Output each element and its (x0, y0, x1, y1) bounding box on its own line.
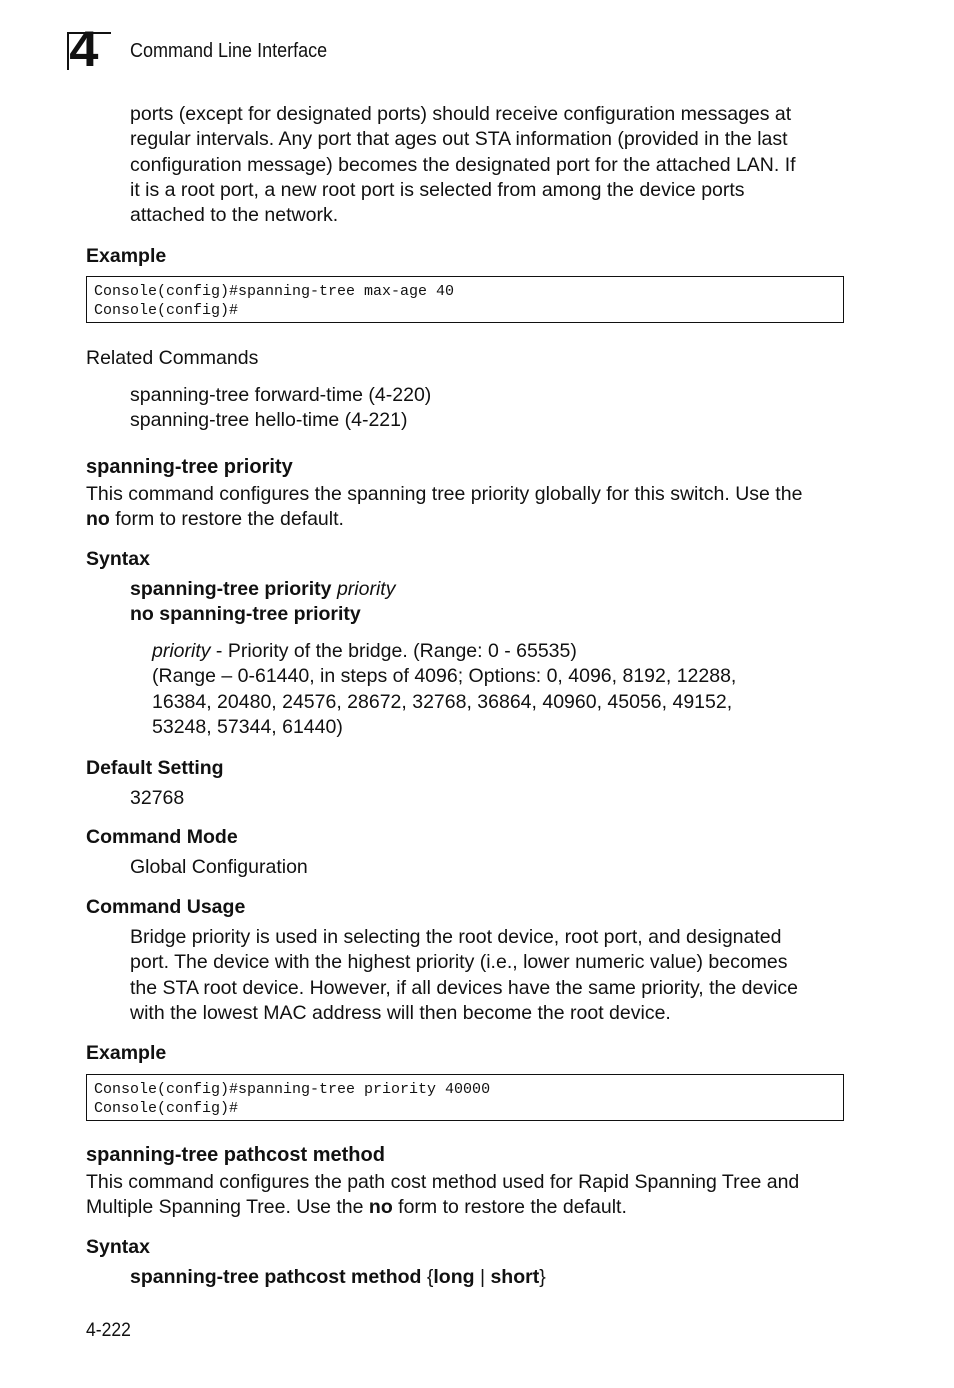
chapter-number: 4 (69, 21, 99, 77)
pathcost-description (86, 1170, 799, 1221)
code-example-priority (86, 1074, 844, 1121)
description-line (86, 1195, 799, 1220)
parameter-line: 53248, 57344, 61440) (152, 715, 343, 738)
intro-line: regular intervals. Any port that ages out STA information (provided in the last (130, 128, 788, 151)
syntax-line (130, 577, 395, 602)
code-example-max-age (86, 276, 844, 323)
parameter-line: 16384, 20480, 24576, 28672, 32768, 36864, 40960, 45056, 49152, (152, 690, 733, 713)
syntax-no-command: no spanning-tree priority (130, 603, 361, 626)
usage-line: Bridge priority is used in selecting the root device, root port, and designated (130, 926, 782, 948)
command-mode-heading: Command Mode (86, 826, 238, 848)
usage-line: with the lowest MAC address will then become the root device. (130, 1001, 671, 1024)
intro-line: configuration message) becomes the designated port for the attached LAN. If (130, 153, 796, 176)
usage-line: the STA root device. However, if all devices have the same priority, the device (130, 976, 799, 999)
description-line: This command configures the spanning tree priority globally for this switch. Use the (86, 483, 803, 505)
page-number: 4-222 (86, 1319, 131, 1341)
syntax-command: spanning-tree priority (130, 578, 337, 600)
usage-line: port. The device with the highest priority (i.e., lower numeric value) becomes (130, 951, 788, 974)
description-line: This command configures the path cost method used for Rapid Spanning Tree and (86, 1171, 800, 1193)
example-heading: Example (86, 1042, 167, 1064)
default-setting-heading: Default Setting (86, 757, 224, 779)
command-usage-heading: Command Usage (86, 896, 246, 918)
code-line: Console(config)#spanning-tree priority 40000 (94, 1081, 491, 1098)
syntax-heading: Syntax (86, 548, 150, 570)
intro-paragraph (130, 102, 796, 228)
parameter-text: - Priority of the bridge. (Range: 0 - 65535) (210, 640, 577, 662)
related-commands-heading: Related Commands (86, 347, 259, 369)
description-text: form to restore the default. (392, 1196, 627, 1219)
code-line: Console(config)# (94, 1100, 239, 1117)
intro-line: it is a root port, a new root port is selected from among the device ports (130, 178, 745, 201)
default-setting-value: 32768 (130, 787, 185, 809)
related-command-item: spanning-tree hello-time (4-221) (130, 409, 408, 432)
header-title: Command Line Interface (130, 40, 328, 62)
syntax-parameter: priority (336, 578, 396, 600)
section-title-pathcost: spanning-tree pathcost method (86, 1144, 385, 1166)
no-keyword: no (86, 508, 110, 531)
description-line (86, 507, 802, 532)
related-command-item: spanning-tree forward-time (4-220) (130, 384, 432, 406)
code-line: Console(config)# (94, 302, 239, 319)
parameter-name: priority (152, 640, 211, 662)
parameter-line (152, 639, 736, 664)
section-title-priority: spanning-tree priority (86, 456, 293, 478)
syntax-command: spanning-tree pathcost method (130, 1266, 427, 1288)
syntax-brace: { (426, 1266, 434, 1288)
command-mode-value: Global Configuration (130, 856, 308, 878)
priority-description (86, 482, 802, 533)
command-usage-text (130, 925, 798, 1026)
intro-line: attached to the network. (130, 204, 339, 227)
syntax-separator: | (474, 1266, 491, 1288)
code-line: Console(config)#spanning-tree max-age 40 (94, 283, 455, 300)
example-heading: Example (86, 245, 167, 267)
syntax-option-long: long (433, 1266, 475, 1288)
syntax-option-short: short (490, 1266, 540, 1288)
parameter-description (152, 639, 736, 740)
description-text: Multiple Spanning Tree. Use the (86, 1196, 369, 1219)
no-keyword: no (368, 1196, 393, 1219)
parameter-line: (Range – 0-61440, in steps of 4096; Options: 0, 4096, 8192, 12288, (152, 665, 737, 688)
pathcost-syntax-line (130, 1265, 546, 1290)
syntax-block (130, 577, 395, 628)
intro-line: ports (except for designated ports) should receive configuration messages at (130, 103, 792, 125)
syntax-heading: Syntax (86, 1236, 150, 1258)
syntax-brace: } (539, 1266, 546, 1288)
description-text: form to restore the default. (109, 508, 344, 531)
related-commands-list (130, 383, 431, 434)
